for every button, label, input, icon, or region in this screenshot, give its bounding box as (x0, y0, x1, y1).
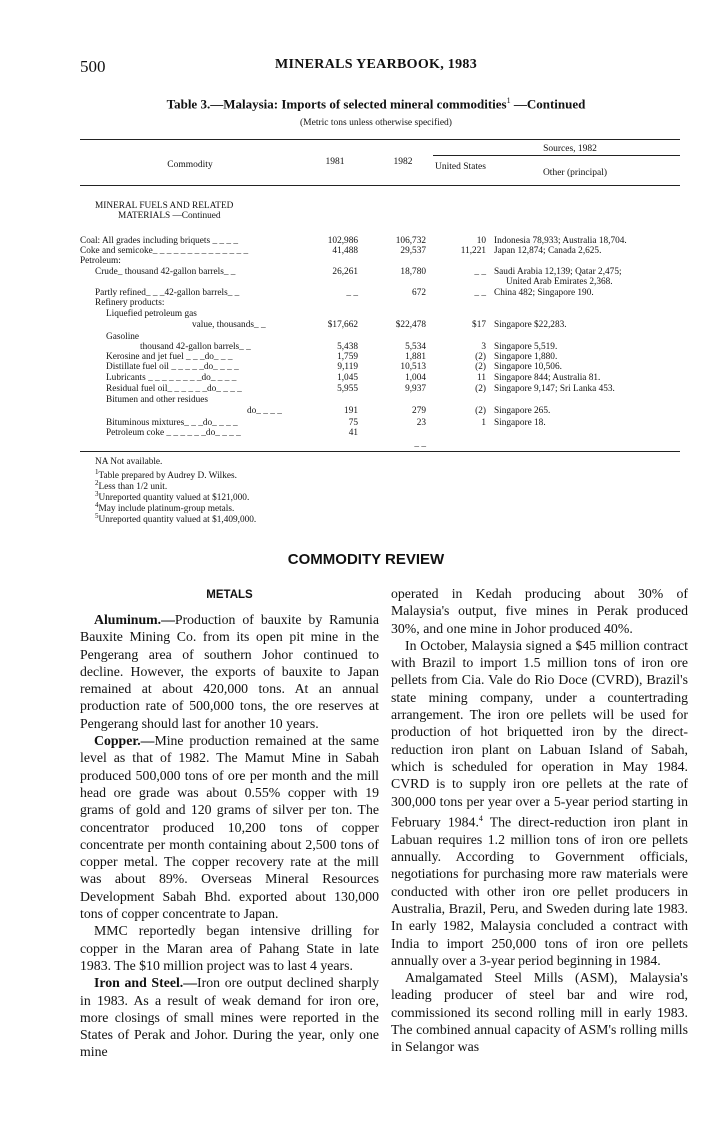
brazil-contract-paragraph (391, 637, 688, 969)
table-cell-us: (2) (475, 352, 486, 362)
aluminum-text: Production of bauxite by Ramunia Bauxite Mining Co. from its open pit mine in the Pengerang area of southern Johor continued to decline. However, the exports of bauxite to Japan remained at about 420,000 tons. At an annual production rate of 500,000 tons, the ore reserves at Pengerang should last for another 10 years. (80, 612, 379, 731)
table-row-label: Gasoline (106, 332, 140, 342)
table-row-label: Partly refined_ _ _42-gallon barrels_ _ (95, 288, 240, 298)
mmc-paragraph: MMC reportedly began intensive drilling for copper in the Maran area of Pahang State in late 1983. The $10 million project was to last 4 years. (80, 923, 379, 973)
table-cell-1982: $22,478 (395, 320, 426, 330)
iron-steel-heading: Iron and Steel.— (94, 975, 198, 991)
table-cell-1981: 41,488 (332, 246, 358, 256)
table-row-label: value, thousands_ _ (192, 320, 266, 330)
brazil-text-b: The direct-reduction iron plant in Labuan requires 1.2 million tons of iron ore pellets annually. According to Government officials, negotiations for purchasing more raw materials were conducted with other iron ore pellet producers in Australia, Brazil, Peru, and Sweden during late 1983. In early 1982, Malaysia concluded a contract with India to import 250,000 tons of iron ore pellets annually over a 3-year period beginning in 1984. (391, 814, 688, 968)
table-cell-us: (2) (475, 384, 486, 394)
table-cell-other: Singapore 18. (494, 418, 546, 428)
table-cell-1981: 75 (348, 418, 358, 428)
footnote-sup: 3 (95, 490, 99, 498)
footnote-sup: 4 (95, 501, 99, 509)
table-cell-1981: 41 (348, 428, 358, 438)
table-cell-1981: 1,045 (337, 373, 358, 383)
table-bottom-rule (80, 451, 680, 452)
table-cell-other: Singapore 844; Australia 81. (494, 373, 601, 383)
table-row-label: Bituminous mixtures_ _ _do_ _ _ _ (106, 418, 238, 428)
header-1982: 1982 (393, 157, 413, 167)
footnote-text: May include platinum-group metals. (98, 504, 235, 515)
table-cell-other: China 482; Singapore 190. (494, 288, 594, 298)
footnote-sup: 2 (95, 479, 99, 487)
table-cell-1981: $17,662 (327, 320, 358, 330)
copper-heading: Copper.— (94, 733, 155, 749)
table-row-label: Coke and semicoke_ _ _ _ _ _ _ _ _ _ _ _ _ _ (80, 246, 249, 256)
footnote-text: Unreported quantity valued at $121,000. (98, 493, 250, 504)
table-title-suffix: —Continued (510, 96, 586, 112)
table-cell-1981: 102,986 (327, 236, 358, 246)
table-cell-us: 3 (481, 342, 486, 352)
table-cell-other: Singapore 10,506. (494, 362, 562, 372)
table-row-label: Petroleum coke _ _ _ _ _ _do_ _ _ _ (106, 428, 241, 438)
iron-steel-text: Iron ore output declined sharply in 1983. As a result of weak demand for iron ore, more closings of small mines were reported in the States of Perak and Johor. During the year, only one mine (80, 975, 379, 1060)
table-row-label: Residual fuel oil_ _ _ _ _ _do_ _ _ _ (106, 384, 242, 394)
aluminum-heading: Aluminum.— (94, 612, 175, 627)
table-cell-1982: 5,534 (405, 342, 426, 352)
table-row-label: Crude_ thousand 42-gallon barrels_ _ (95, 267, 236, 277)
table-cell-1981: 191 (344, 406, 358, 416)
table-cell-1982: 279 (412, 406, 426, 416)
header-other: Other (principal) (542, 168, 608, 178)
table-cell-us: _ _ (474, 288, 486, 298)
footnote-text: Unreported quantity valued at $1,409,000. (98, 515, 257, 526)
iron-steel-paragraph (80, 974, 379, 1060)
table-cell-1981: 26,261 (332, 267, 358, 277)
table-cell-us: 11 (477, 373, 486, 383)
table-cell-other: Indonesia 78,933; Australia 18,704. (494, 236, 627, 246)
table-row-label: thousand 42-gallon barrels_ _ (140, 342, 251, 352)
table-cell-other: Singapore 9,147; Sri Lanka 453. (494, 384, 615, 394)
footnote-text: NA Not available. (95, 457, 163, 467)
table-subtitle: (Metric tons unless otherwise specified) (300, 118, 452, 128)
page-number: 500 (80, 57, 106, 76)
table-cell-other: Saudi Arabia 12,139; Qatar 2,475; (494, 267, 622, 277)
table-cell-other: Singapore 1,880. (494, 352, 558, 362)
table-cell-us: (2) (475, 362, 486, 372)
section-label: MINERAL FUELS AND RELATED (95, 201, 234, 211)
kedah-paragraph: operated in Kedah producing about 30% of Malaysia's output, five mines in Perak produced 30%, and one mine in Johor produced 40%. (391, 586, 688, 636)
table-title-sup: 1 (506, 96, 511, 105)
footnote-text: Table prepared by Audrey D. Wilkes. (98, 471, 237, 482)
table-cell-1982: 1,004 (405, 373, 426, 383)
copper-text: Mine production remained at the same level as that of 1982. The Mamut Mine in Sabah produced 500,000 tons of ore per month and the mill head ore grade was about 0.55% copper with 19 grams of gold and 120 grams of silver per ton. The concentrator produced 10,200 tons of copper concentrate per month containing about 2,500 tons of copper metal. The copper recovery rate at the mill was about 89%. Overseas Mineral Resources Development Sabah Bhd. exported about 130,000 tons of copper concentrate to Japan. (80, 733, 379, 922)
section-label-cont: MATERIALS —Continued (118, 211, 221, 221)
footnote-text: Less than 1/2 unit. (98, 482, 168, 493)
table-cell-1982: 9,937 (405, 384, 426, 394)
copper-paragraph (80, 732, 379, 922)
commodity-review-heading: COMMODITY REVIEW (287, 551, 445, 568)
left-column (80, 611, 379, 1061)
table-cell-1982: 10,513 (400, 362, 426, 372)
footnote-sup: 5 (95, 512, 99, 520)
table-row-label: Lubricants _ _ _ _ _ _ _ _do_ _ _ _ (106, 373, 237, 383)
table-cell-us: 1 (481, 418, 486, 428)
table-row-label: Coal: All grades including briquets _ _ _ _ (80, 236, 239, 246)
metals-heading: METALS (206, 589, 253, 601)
table-cell-1982: 672 (412, 288, 426, 298)
footnote (95, 457, 162, 468)
table-row-label: Liquefied petroleum gas (106, 309, 197, 319)
table-cell-other: Singapore 5,519. (494, 342, 558, 352)
table-cell-1982: 23 (416, 418, 426, 428)
brazil-sup: 4 (478, 813, 483, 823)
header-bottom-rule (80, 185, 680, 186)
table-cell-us: $17 (472, 320, 486, 330)
table-row-label: Refinery products: (95, 298, 165, 308)
table-cell-other: United Arab Emirates 2,368. (506, 277, 613, 287)
asm-paragraph: Amalgamated Steel Mills (ASM), Malaysia's leading producer of steel bar and wire rod, commissioned its second rolling mill in early 1983. The combined annual capacity of ASM's rolling mills in Selangor was (391, 970, 688, 1055)
sources-rule (433, 155, 680, 156)
table-cell-other: Singapore $22,283. (494, 320, 567, 330)
table-cell-1982: _ _ (414, 439, 426, 449)
header-sources: Sources, 1982 (543, 144, 597, 154)
table-cell-us: (2) (475, 406, 486, 416)
table-row-label: do_ _ _ _ (247, 406, 282, 416)
table-cell-us: _ _ (474, 267, 486, 277)
table-cell-1981: _ _ (346, 288, 358, 298)
table-row-label: Bitumen and other residues (106, 395, 208, 405)
running-head: MINERALS YEARBOOK, 1983 (274, 57, 477, 72)
table-cell-1981: 5,438 (337, 342, 358, 352)
table-cell-1981: 1,759 (337, 352, 358, 362)
table-row-label: Kerosine and jet fuel _ _ _do_ _ _ (106, 352, 233, 362)
header-us: United States (435, 162, 486, 172)
table-cell-other: Singapore 265. (494, 406, 551, 416)
table-cell-other: Japan 12,874; Canada 2,625. (494, 246, 602, 256)
header-commodity: Commodity (167, 160, 213, 170)
aluminum-paragraph (80, 611, 379, 732)
table-title (0, 96, 712, 112)
footnote (95, 511, 256, 526)
table-cell-1982: 106,732 (395, 236, 426, 246)
table-cell-1981: 9,119 (337, 362, 358, 372)
table-cell-1981: 5,955 (337, 384, 358, 394)
table-cell-1982: 18,780 (400, 267, 426, 277)
table-row-label: Distillate fuel oil _ _ _ _ _do_ _ _ _ (106, 362, 239, 372)
right-column (391, 585, 688, 1056)
footnote-sup: 1 (95, 468, 99, 476)
header-1981: 1981 (325, 157, 345, 167)
table-cell-us: 11,221 (460, 246, 486, 256)
table-cell-1982: 1,881 (405, 352, 426, 362)
table-cell-us: 10 (476, 236, 486, 246)
brazil-text-a: In October, Malaysia signed a $45 million contract with Brazil to import 1.5 million tons of iron ore pellets from Cia. Vale do Rio Doce (CVRD), Brazil's state mining company, under a countertrading arrangement. The iron ore pellets will be used for production of hot briquetted iron by the direct-reduction iron plant on Labuan Island of Sabah, which is scheduled for operation in May 1984. CVRD is to supply iron ore pellets at the rate of 300,000 tons per year over a 5-year period starting in February 1984. (391, 637, 688, 830)
table-cell-1982: 29,537 (400, 246, 426, 256)
table-title-text: Table 3.—Malaysia: Imports of selected mineral commodities (166, 96, 507, 112)
table-row-label: Petroleum: (80, 256, 121, 266)
table-top-rule (80, 139, 680, 140)
